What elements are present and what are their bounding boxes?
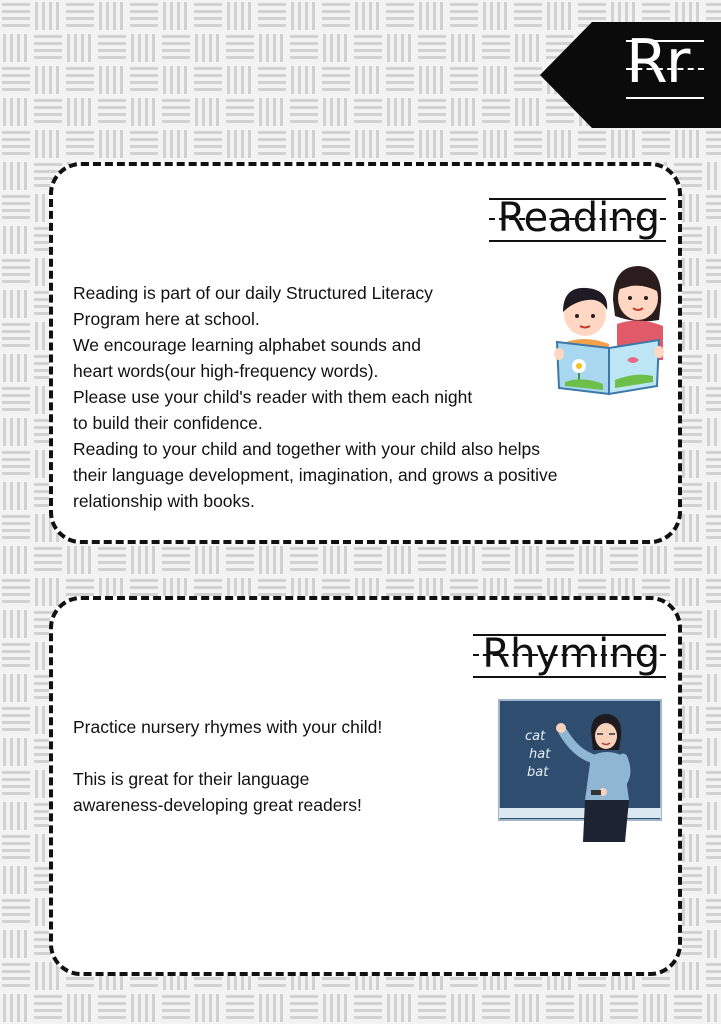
reading-line: Program here at school. bbox=[73, 309, 260, 329]
rhyming-card bbox=[49, 596, 682, 976]
reading-card bbox=[49, 162, 682, 544]
reading-line: their language development, imagination, and grows a positive bbox=[73, 465, 558, 485]
rhyming-body bbox=[73, 714, 382, 818]
rhyming-line: Practice nursery rhymes with your child! bbox=[73, 717, 383, 737]
reading-line: We encourage learning alphabet sounds and bbox=[73, 335, 421, 355]
reading-line: Reading is part of our daily Structured Literacy bbox=[73, 283, 433, 303]
rhyming-line: awareness-developing great readers! bbox=[73, 795, 362, 815]
rhyming-heading: Rhyming bbox=[482, 631, 660, 677]
reading-line: to build their confidence. bbox=[73, 413, 263, 433]
board-word: cat bbox=[525, 729, 546, 744]
reading-line: Reading to your child and together with your child also helps bbox=[73, 439, 540, 459]
reading-line: Please use your child's reader with them each night bbox=[73, 387, 473, 407]
teacher-at-blackboard-icon bbox=[497, 696, 665, 848]
letter-tag-text: Rr bbox=[626, 27, 689, 97]
board-word: bat bbox=[527, 765, 549, 780]
rhyming-line: This is great for their language bbox=[73, 769, 310, 789]
reading-body bbox=[73, 280, 557, 514]
reading-heading: Reading bbox=[497, 195, 660, 241]
heading-guide-base bbox=[473, 676, 666, 678]
children-reading-book-icon bbox=[553, 260, 665, 396]
board-word: hat bbox=[529, 747, 551, 762]
reading-line: heart words(our high-frequency words). bbox=[73, 361, 379, 381]
heading-guide-base bbox=[489, 240, 666, 242]
reading-line: relationship with books. bbox=[73, 491, 255, 511]
